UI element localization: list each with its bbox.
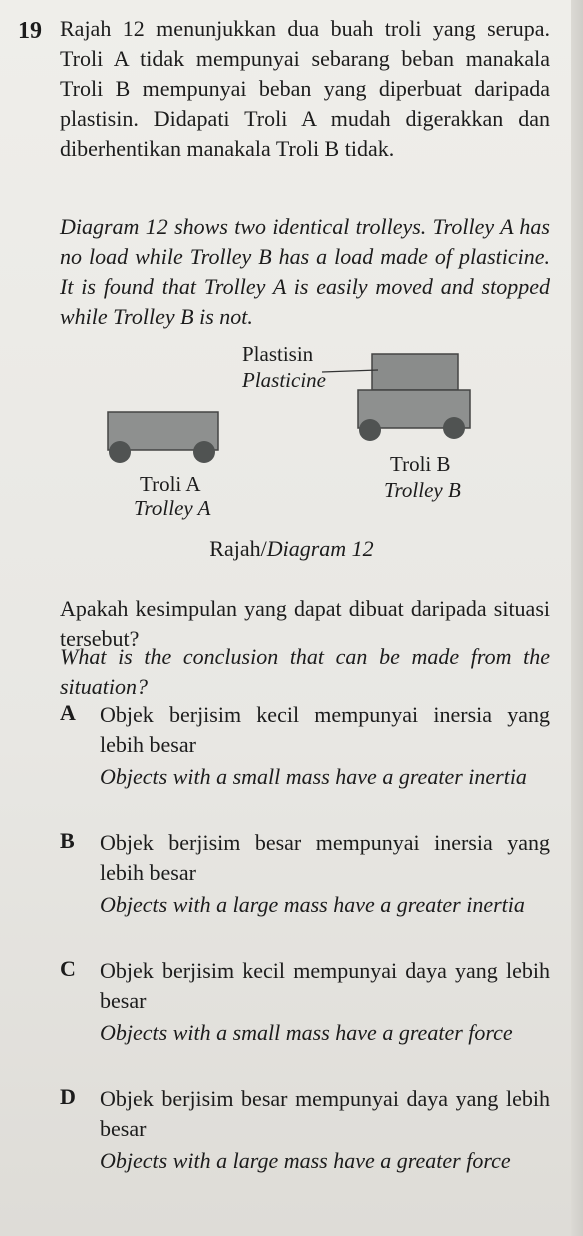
page-edge-shadow — [571, 0, 583, 1236]
label-plasticine-english: Plasticine — [242, 368, 326, 392]
trolley-b-wheel-left — [359, 419, 381, 441]
plasticine-pointer-line — [322, 370, 378, 372]
label-trolley-a-malay: Troli A — [140, 472, 201, 496]
diagram-caption-english: Diagram 12 — [266, 536, 374, 561]
plasticine-block — [372, 354, 458, 390]
trolley-a-wheel-left — [109, 441, 131, 463]
label-trolley-b-english: Trolley B — [384, 478, 461, 502]
trolley-a-wheel-right — [193, 441, 215, 463]
prompt-malay: Apakah kesimpulan yang dapat dibuat daripada situasi tersebut? — [60, 596, 550, 651]
option-d-malay: Objek berjisim besar mempunyai daya yang lebih besar — [100, 1086, 550, 1141]
option-d-letter: D — [60, 1084, 76, 1109]
option-a-english: Objects with a small mass have a greater inertia — [100, 764, 527, 789]
option-a-letter: A — [60, 700, 76, 725]
option-b-letter: B — [60, 828, 75, 853]
option-b-english: Objects with a large mass have a greater inertia — [100, 892, 525, 917]
option-b-malay: Objek berjisim besar mempunyai inersia yang lebih besar — [100, 830, 550, 885]
diagram-caption — [0, 536, 583, 562]
option-c-english: Objects with a small mass have a greater force — [100, 1020, 513, 1045]
label-plasticine-malay: Plastisin — [242, 342, 314, 366]
trolley-diagram — [100, 340, 500, 540]
option-c-malay: Objek berjisim kecil mempunyai daya yang lebih besar — [100, 958, 550, 1013]
question-number: 19 — [18, 18, 42, 44]
label-trolley-b-malay: Troli B — [390, 452, 451, 476]
option-c-letter: C — [60, 956, 76, 981]
intro-english: Diagram 12 shows two identical trolleys. Trolley A has no load while Trolley B has a load made of plasticine. It is found that Trolley A is easily moved and stopped while Trolley B is not. — [60, 214, 550, 329]
intro-malay: Rajah 12 menunjukkan dua buah troli yang serupa. Troli A tidak mempunyai sebarang beban manakala Troli B mempunyai beban yang diperbuat daripada plastisin. Didapati Troli A mudah digerakkan dan diberhentikan manakala Troli B tidak. — [60, 16, 550, 161]
diagram-caption-malay: Rajah/ — [209, 536, 267, 561]
label-trolley-a-english: Trolley A — [134, 496, 211, 520]
trolley-b-wheel-right — [443, 417, 465, 439]
prompt-english: What is the conclusion that can be made from the situation? — [60, 644, 550, 699]
option-d-english: Objects with a large mass have a greater force — [100, 1148, 511, 1173]
option-a-malay: Objek berjisim kecil mempunyai inersia yang lebih besar — [100, 702, 550, 757]
